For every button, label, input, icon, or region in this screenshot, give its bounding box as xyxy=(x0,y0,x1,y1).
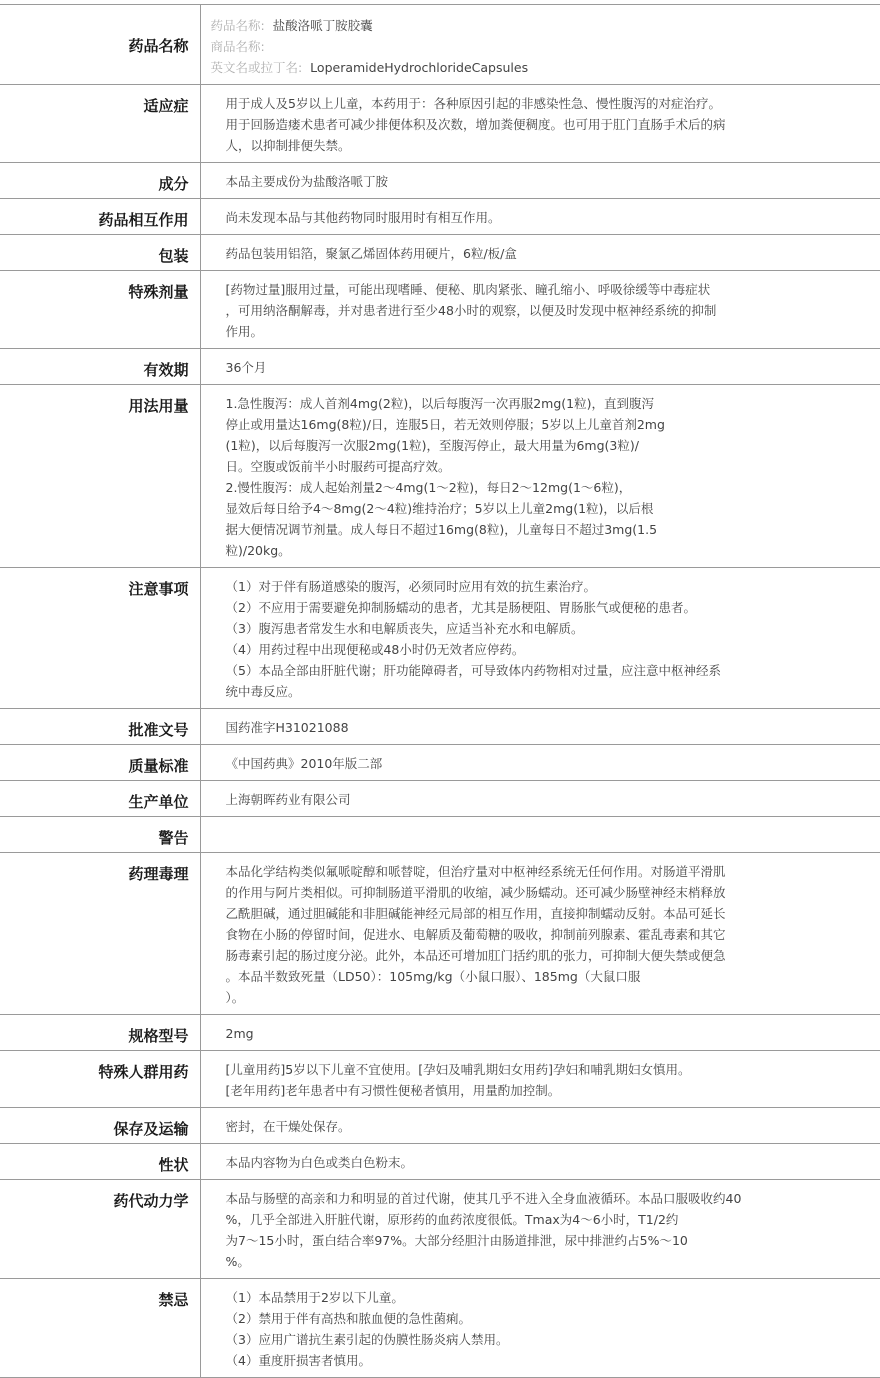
spec-row xyxy=(0,1180,880,1279)
spec-row xyxy=(0,163,880,199)
row-label: 包装 xyxy=(0,235,200,271)
row-text-line: （2）不应用于需要避免抑制肠蠕动的患者，尤其是肠梗阻、胃肠胀气或便秘的患者。 xyxy=(226,597,821,618)
row-value xyxy=(200,5,880,85)
row-text-line: 国药准字H31021088 xyxy=(226,717,821,738)
spec-row xyxy=(0,1279,880,1378)
row-value xyxy=(200,781,880,817)
row-label: 用法用量 xyxy=(0,385,200,568)
row-text-line: 为7～15小时，蛋白结合率97%。大部分经胆汁由肠道排泄，尿中排泄约占5%～10 xyxy=(226,1230,821,1251)
english-name-label: 英文名或拉丁名: xyxy=(211,60,303,75)
trade-name-label: 商品名称: xyxy=(211,39,265,54)
row-value xyxy=(200,385,880,568)
spec-row xyxy=(0,385,880,568)
row-value xyxy=(200,349,880,385)
row-label: 特殊剂量 xyxy=(0,271,200,349)
row-value xyxy=(200,1180,880,1279)
english-name-line xyxy=(211,57,880,78)
spec-row xyxy=(0,817,880,853)
row-text-line: 2.慢性腹泻：成人起始剂量2～4mg(1～2粒)，每日2～12mg(1～6粒)， xyxy=(226,477,821,498)
generic-name-label: 药品名称: xyxy=(211,18,265,33)
row-label: 警告 xyxy=(0,817,200,853)
spec-table xyxy=(0,4,880,1378)
row-text-line: 。本品半数致死量（LD50）：105mg/kg（小鼠口服）、185mg（大鼠口服 xyxy=(226,966,821,987)
row-label: 成分 xyxy=(0,163,200,199)
row-text-line: 《中国药典》2010年版二部 xyxy=(226,753,821,774)
row-value xyxy=(200,271,880,349)
row-text-line: 用于成人及5岁以上儿童，本药用于：各种原因引起的非感染性急、慢性腹泻的对症治疗。 xyxy=(226,93,821,114)
row-value xyxy=(200,1144,880,1180)
row-label: 药品名称 xyxy=(0,5,200,85)
spec-row xyxy=(0,1144,880,1180)
spec-row xyxy=(0,349,880,385)
row-value xyxy=(200,199,880,235)
spec-row xyxy=(0,1108,880,1144)
row-text-line: （4）重度肝损害者慎用。 xyxy=(226,1350,821,1371)
row-text-line: （5）本品全部由肝脏代谢；肝功能障碍者，可导致体内药物相对过量，应注意中枢神经系 xyxy=(226,660,821,681)
row-text-line: （3）应用广谱抗生素引起的伪膜性肠炎病人禁用。 xyxy=(226,1329,821,1350)
row-text-line: 上海朝晖药业有限公司 xyxy=(226,789,821,810)
row-value xyxy=(200,709,880,745)
row-text-line: 本品主要成份为盐酸洛哌丁胺 xyxy=(226,171,821,192)
spec-row xyxy=(0,781,880,817)
row-text-line: 停止或用量达16mg(8粒)/日，连服5日，若无效则停服；5岁以上儿童首剂2mg xyxy=(226,414,821,435)
row-text-line: 本品内容物为白色或类白色粉末。 xyxy=(226,1152,821,1173)
spec-row xyxy=(0,1015,880,1051)
row-label: 禁忌 xyxy=(0,1279,200,1378)
row-value xyxy=(200,817,880,853)
row-label: 性状 xyxy=(0,1144,200,1180)
row-value xyxy=(200,853,880,1015)
generic-name-line xyxy=(211,15,880,36)
drug-spec-sheet xyxy=(0,4,880,1378)
spec-row xyxy=(0,199,880,235)
row-text-line: 据大便情况调节剂量。成人每日不超过16mg(8粒)，儿童每日不超过3mg(1.5 xyxy=(226,519,821,540)
row-value xyxy=(200,1015,880,1051)
row-label: 注意事项 xyxy=(0,568,200,709)
spec-row xyxy=(0,235,880,271)
row-value xyxy=(200,163,880,199)
spec-row xyxy=(0,853,880,1015)
row-label: 药代动力学 xyxy=(0,1180,200,1279)
row-text-line: 用于回肠造瘘术患者可减少排便体积及次数，增加粪便稠度。也可用于肛门直肠手术后的病 xyxy=(226,114,821,135)
row-drug-name xyxy=(0,5,880,85)
row-text-line: [儿童用药]5岁以下儿童不宜使用。[孕妇及哺乳期妇女用药]孕妇和哺乳期妇女慎用。 xyxy=(226,1059,821,1080)
row-value xyxy=(200,745,880,781)
row-text-line: 人，以抑制排便失禁。 xyxy=(226,135,821,156)
row-text-line xyxy=(226,825,821,846)
trade-name-line xyxy=(211,36,880,57)
spec-row xyxy=(0,709,880,745)
row-value xyxy=(200,85,880,163)
spec-row xyxy=(0,1051,880,1108)
row-text-line: 36个月 xyxy=(226,357,821,378)
row-label: 批准文号 xyxy=(0,709,200,745)
row-label: 适应症 xyxy=(0,85,200,163)
row-text-line: 食物在小肠的停留时间，促进水、电解质及葡萄糖的吸收，抑制前列腺素、霍乱毒素和其它 xyxy=(226,924,821,945)
row-text-line: 的作用与阿片类相似。可抑制肠道平滑肌的收缩，减少肠蠕动。还可减少肠壁神经末梢释放 xyxy=(226,882,821,903)
row-text-line: 本品与肠壁的高亲和力和明显的首过代谢，使其几乎不进入全身血液循环。本品口服吸收约40 xyxy=(226,1188,821,1209)
row-text-line: 2mg xyxy=(226,1023,821,1044)
row-label: 特殊人群用药 xyxy=(0,1051,200,1108)
row-text-line: 药品包装用铝箔，聚氯乙烯固体药用硬片，6粒/板/盒 xyxy=(226,243,821,264)
row-text-line: %，几乎全部进入肝脏代谢，原形药的血药浓度很低。Tmax为4～6小时，T1/2约 xyxy=(226,1209,821,1230)
row-label: 药理毒理 xyxy=(0,853,200,1015)
row-text-line: ）。 xyxy=(226,987,821,1008)
row-text-line: ，可用纳洛酮解毒，并对患者进行至少48小时的观察，以便及时发现中枢神经系统的抑制 xyxy=(226,300,821,321)
spec-row xyxy=(0,568,880,709)
row-text-line: （2）禁用于伴有高热和脓血便的急性菌痢。 xyxy=(226,1308,821,1329)
row-text-line: 显效后每日给予4～8mg(2～4粒)维持治疗；5岁以上儿童2mg(1粒)，以后根 xyxy=(226,498,821,519)
row-text-line: （4）用药过程中出现便秘或48小时仍无效者应停药。 xyxy=(226,639,821,660)
row-text-line: 日。空腹或饭前半小时服药可提高疗效。 xyxy=(226,456,821,477)
spec-row xyxy=(0,85,880,163)
spec-row xyxy=(0,745,880,781)
row-text-line: 作用。 xyxy=(226,321,821,342)
row-value xyxy=(200,1108,880,1144)
row-label: 规格型号 xyxy=(0,1015,200,1051)
row-text-line: 粒)/20kg。 xyxy=(226,540,821,561)
english-name-value: LoperamideHydrochlorideCapsules xyxy=(310,60,528,75)
row-text-line: [老年用药]老年患者中有习惯性便秘者慎用，用量酌加控制。 xyxy=(226,1080,821,1101)
row-text-line: 1.急性腹泻：成人首剂4mg(2粒)，以后每腹泻一次再服2mg(1粒)，直到腹泻 xyxy=(226,393,821,414)
row-label: 生产单位 xyxy=(0,781,200,817)
row-text-line: 统中毒反应。 xyxy=(226,681,821,702)
row-text-line: %。 xyxy=(226,1251,821,1272)
row-text-line: 本品化学结构类似氟哌啶醇和哌替啶，但治疗量对中枢神经系统无任何作用。对肠道平滑肌 xyxy=(226,861,821,882)
generic-name-value: 盐酸洛哌丁胺胶囊 xyxy=(273,18,373,33)
row-value xyxy=(200,1279,880,1378)
row-text-line: (1粒)，以后每腹泻一次服2mg(1粒)，至腹泻停止，最大用量为6mg(3粒)/ xyxy=(226,435,821,456)
row-text-line: [药物过量]服用过量，可能出现嗜睡、便秘、肌肉紧张、瞳孔缩小、呼吸徐缓等中毒症状 xyxy=(226,279,821,300)
row-text-line: （1）本品禁用于2岁以下儿童。 xyxy=(226,1287,821,1308)
spec-row xyxy=(0,271,880,349)
row-label: 保存及运输 xyxy=(0,1108,200,1144)
row-text-line: （1）对于伴有肠道感染的腹泻，必须同时应用有效的抗生素治疗。 xyxy=(226,576,821,597)
row-text-line: 密封，在干燥处保存。 xyxy=(226,1116,821,1137)
row-label: 有效期 xyxy=(0,349,200,385)
row-value xyxy=(200,568,880,709)
row-value xyxy=(200,235,880,271)
row-text-line: 肠毒素引起的肠过度分泌。此外，本品还可增加肛门括约肌的张力，可抑制大便失禁或便急 xyxy=(226,945,821,966)
row-text-line: 乙酰胆碱，通过胆碱能和非胆碱能神经元局部的相互作用，直接抑制蠕动反射。本品可延长 xyxy=(226,903,821,924)
row-label: 质量标准 xyxy=(0,745,200,781)
row-label: 药品相互作用 xyxy=(0,199,200,235)
row-text-line: （3）腹泻患者常发生水和电解质丧失，应适当补充水和电解质。 xyxy=(226,618,821,639)
row-value xyxy=(200,1051,880,1108)
row-text-line: 尚未发现本品与其他药物同时服用时有相互作用。 xyxy=(226,207,821,228)
